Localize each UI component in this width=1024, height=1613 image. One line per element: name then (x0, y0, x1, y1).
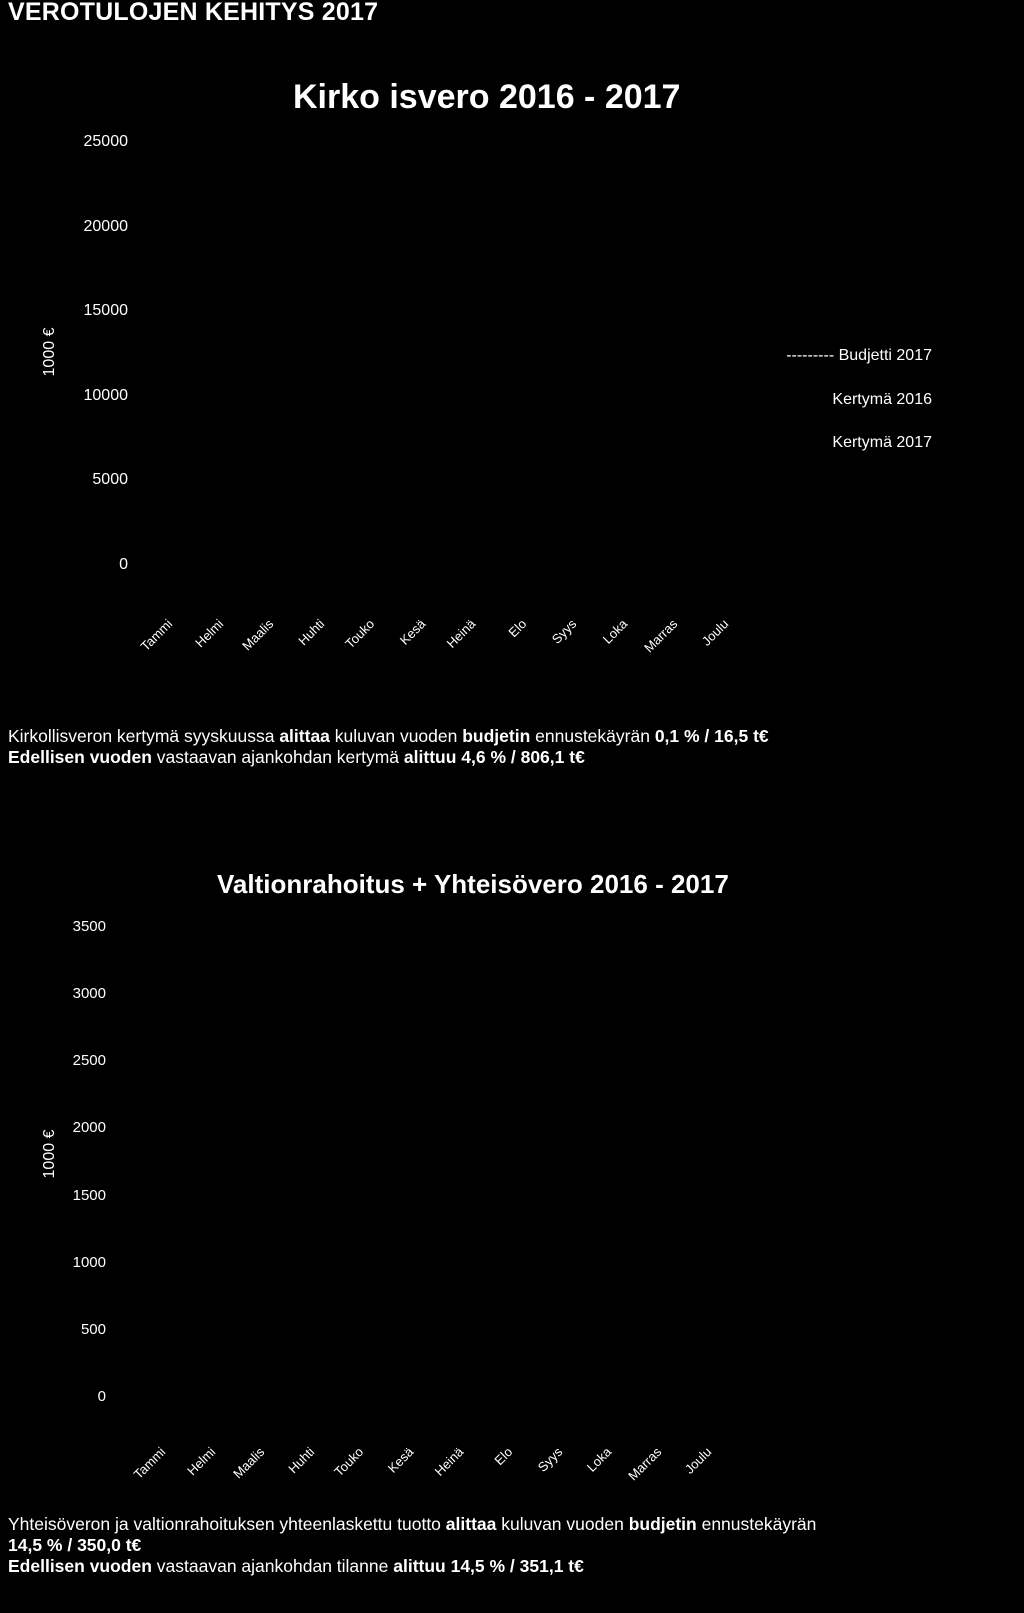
x-tick-label: Elo (491, 1444, 516, 1469)
y-tick-label: 1500 (72, 1186, 106, 1204)
legend-item (832, 434, 932, 452)
x-tick-label: Heinä (431, 1444, 466, 1479)
note-line (8, 1556, 816, 1577)
y-tick-label: 5000 (92, 471, 128, 489)
note-text: kuluvan vuoden (496, 1514, 629, 1534)
note-emphasis: alittuu 4,6 % / 806,1 t€ (403, 747, 585, 767)
x-tick-label: Loka (599, 616, 630, 647)
x-tick-label: Joulu (681, 1444, 714, 1477)
y-tick-label: 500 (80, 1320, 106, 1338)
x-tick-label: Touko (331, 1444, 367, 1480)
x-tick-label: Maalis (230, 1444, 268, 1482)
y-tick-label: 25000 (83, 133, 128, 150)
note-emphasis: 14,5 % / 350,0 t€ (8, 1535, 142, 1555)
note-text: kuluvan vuoden (329, 726, 463, 746)
note-line (8, 1514, 816, 1535)
note-line (8, 747, 769, 768)
x-tick-label: Kesä (384, 1444, 417, 1476)
note-line (8, 1535, 816, 1556)
note-text: vastaavan ajankohdan tilanne (151, 1556, 394, 1576)
note-text: ennustekäyrän (530, 726, 655, 746)
y-tick-label: 0 (97, 1388, 106, 1405)
legend-label: Budjetti 2017 (838, 347, 932, 364)
y-tick-label: 3500 (72, 918, 106, 935)
y-tick-label: 15000 (83, 302, 128, 320)
note-text: vastaavan ajankohdan kertymä (151, 747, 404, 767)
chart-title: Valtionrahoitus + Yhteisövero 2016 - 2017 (217, 869, 729, 899)
legend-item (786, 347, 932, 365)
x-tick-label: Helmi (183, 1444, 218, 1479)
x-tick-label: Syys (534, 1444, 566, 1475)
note-emphasis: Edellisen vuoden (8, 1556, 152, 1576)
note-text: Kirkollisveron kertymä syyskuussa (8, 726, 280, 746)
note-emphasis: alittaa (279, 726, 330, 746)
x-tick-label: Maalis (239, 616, 277, 654)
y-axis-label: 1000 € (41, 1129, 58, 1179)
x-tick-label: Elo (504, 616, 529, 641)
x-tick-label: Tammi (130, 1444, 169, 1482)
x-tick-label: Heinä (443, 616, 479, 651)
x-tick-label: Huhti (285, 1444, 318, 1477)
note-emphasis: 0,1 % / 16,5 t€ (654, 726, 769, 746)
x-tick-label: Kesä (396, 616, 428, 648)
legend-item (832, 391, 932, 409)
y-tick-label: 2500 (72, 1052, 106, 1070)
x-tick-label: Syys (548, 616, 580, 647)
note-valtionrahoitus (8, 1514, 816, 1577)
note-emphasis: Edellisen vuoden (8, 747, 152, 767)
y-tick-label: 2000 (72, 1119, 106, 1137)
y-tick-label: 1000 (72, 1253, 106, 1271)
x-tick-label: Marras (641, 616, 681, 656)
note-emphasis: alittaa (445, 1514, 497, 1534)
y-tick-label: 0 (119, 556, 128, 573)
chart-title: Kirko isvero 2016 - 2017 (293, 78, 681, 116)
note-emphasis: budjetin (628, 1514, 697, 1534)
x-tick-label: Marras (625, 1444, 665, 1484)
note-emphasis: budjetin (462, 726, 531, 746)
x-tick-label: Huhti (294, 616, 327, 649)
note-kirkollisvero (8, 726, 769, 768)
x-tick-label: Joulu (698, 616, 731, 649)
x-tick-label: Loka (584, 1444, 615, 1475)
y-tick-label: 20000 (83, 217, 128, 235)
y-tick-label: 10000 (83, 386, 128, 404)
legend-marker: --------- (786, 347, 839, 364)
page-title: VEROTULOJEN KEHITYS 2017 (8, 0, 379, 26)
x-tick-label: Helmi (191, 616, 226, 651)
legend-label: Kertymä 2017 (832, 434, 932, 451)
y-tick-label: 3000 (72, 985, 106, 1003)
y-axis-label: 1000 € (41, 327, 58, 377)
note-emphasis: alittuu 14,5 % / 351,1 t€ (393, 1556, 584, 1576)
note-text: ennustekäyrän (696, 1514, 817, 1534)
x-tick-label: Touko (342, 616, 378, 652)
note-line (8, 726, 769, 747)
note-text: Yhteisöveron ja valtionrahoituksen yhteenlaskettu tuotto (8, 1514, 446, 1534)
legend-label: Kertymä 2016 (832, 391, 932, 408)
x-tick-label: Tammi (137, 616, 176, 654)
